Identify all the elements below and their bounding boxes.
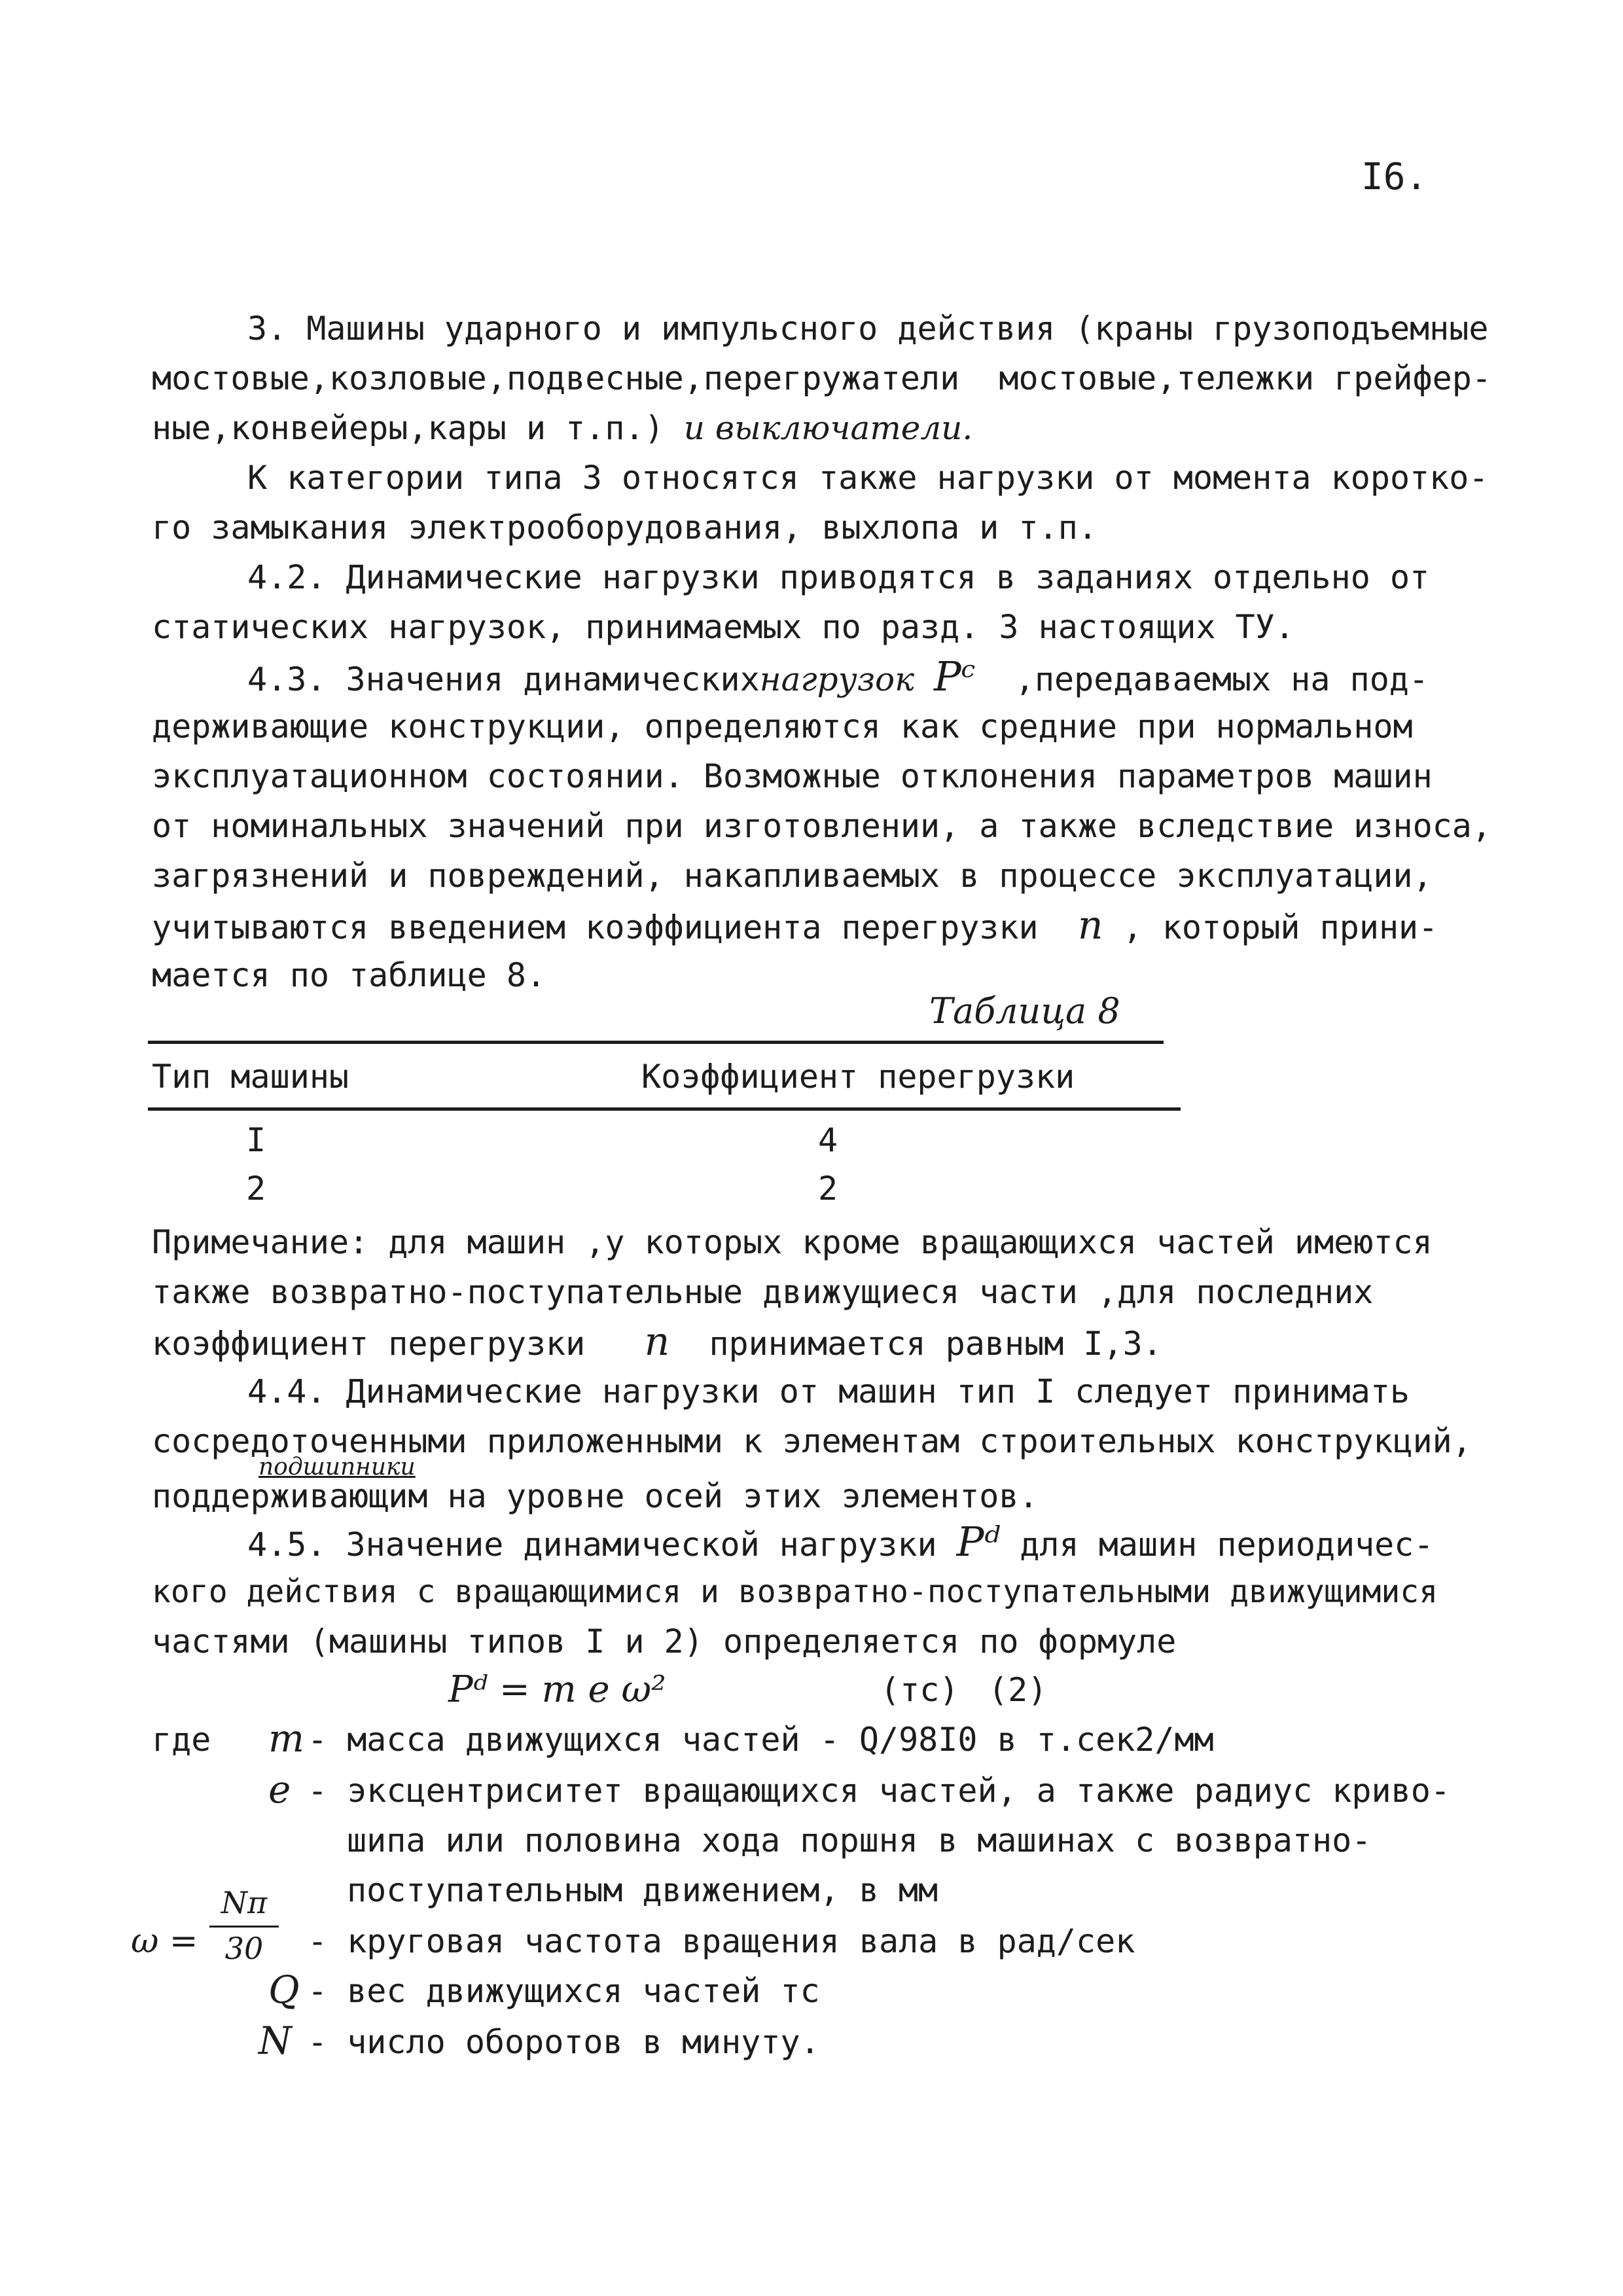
note-line-2: также возвратно-поступательные движущиеся части ,для последних	[152, 1273, 1374, 1311]
load-symbol-pc: Pᶜ	[934, 653, 976, 700]
definition-n: - число оборотов в минуту.	[308, 2023, 820, 2061]
table-top-rule	[148, 1041, 1164, 1044]
definitions-where: где	[152, 1721, 211, 1759]
page-number: I6.	[1361, 156, 1428, 198]
paragraph-4-3-handwritten-word: нагрузок	[759, 660, 914, 698]
paragraph-4-5-end: для машин периодичес-	[1020, 1526, 1434, 1564]
note-line-3-start: коэффициент перегрузки	[152, 1325, 586, 1363]
table-header-rule	[148, 1107, 1181, 1111]
paragraph-4-4-line-2: сосредоточенными приложенными к элементам строительных конструкций,	[152, 1422, 1472, 1460]
symbol-omega: ω =	[131, 1922, 198, 1961]
paragraph-4-3-line-6	[152, 903, 1438, 948]
paragraph-4-5-line-3: частями (машины типов I и 2) определяется по формуле	[152, 1623, 1177, 1660]
paragraph-4-3-line-3: эксплуатационном состоянии. Возможные отклонения параметров машин	[152, 757, 1433, 795]
handwritten-correction: подшипники	[259, 1454, 416, 1480]
note-line-1: Примечание: для машин ,у которых кроме вращающихся частей имеются	[152, 1223, 1433, 1261]
symbol-n: N	[259, 2018, 292, 2063]
definition-q: - вес движущихся частей тс	[308, 1972, 820, 2010]
table-row-1-type: I	[246, 1121, 266, 1159]
note-line-3-end: принимается равным I,3.	[709, 1325, 1162, 1363]
omega-denominator: 30	[224, 1931, 264, 1966]
paragraph-4-3-line-5: загрязнений и повреждений, накапливаемых в процессе эксплуатации,	[152, 857, 1433, 895]
paragraph-4-3-last-start: учитываются введением коэффициента перегрузки	[152, 908, 1039, 946]
table-row-2-coefficient: 2	[818, 1170, 838, 1208]
paragraph-4-3-line-4: от номинальных значений при изготовлении, а также вследствие износа,	[152, 807, 1491, 845]
formula-expression: Pᵈ = m e ω²	[448, 1668, 666, 1711]
table-header-coefficient: Коэффициент перегрузки	[641, 1058, 1075, 1096]
definition-omega: - круговая частота вращения вала в рад/сек	[308, 1922, 1135, 1960]
paragraph-4-5-line-2: кого действия с вращающимися и возвратно-поступательными движущимися	[152, 1573, 1438, 1610]
overload-symbol-n: n	[1077, 903, 1103, 948]
paragraph-4-3-start: 4.3. Значения динамических	[247, 660, 760, 698]
paragraph-3-typed-end: ные,конвейеры,кары и т.п.)	[152, 409, 664, 447]
dynamic-load-symbol-pd: Pᵈ	[956, 1518, 1001, 1566]
paragraph-4-2-line-1: 4.2. Динамические нагрузки приводятся в заданиях отдельно от	[247, 558, 1430, 596]
definition-e-line-2: шипа или половина хода поршня в машинах с возвратно-	[347, 1821, 1372, 1859]
paragraph-3-line-2: мостовые,козловые,подвесные,перегружатели мостовые,тележки грейфер-	[152, 359, 1491, 397]
paragraph-4-2-line-2: статических нагрузок, принимаемых по разд. 3 настоящих ТУ.	[152, 608, 1294, 646]
paragraph-4-3-line-7: мается по таблице 8.	[152, 956, 546, 994]
omega-fraction-bar	[209, 1926, 279, 1928]
table-row-2-type: 2	[246, 1170, 266, 1208]
symbol-e: e	[268, 1767, 291, 1812]
paragraph-4-4-line-3: поддерживающим на уровне осей этих элементов.	[152, 1477, 1039, 1515]
paragraph-3b-line-2: го замыкания электрооборудования, выхлопа и т.п.	[152, 509, 1097, 547]
table-caption: Таблица 8	[929, 990, 1120, 1031]
paragraph-3-handwritten-addition: и выключатели.	[683, 409, 973, 447]
paragraph-4-3-last-end: , который прини-	[1122, 908, 1438, 946]
definition-e-line-1: - эксцентриситет вращающихся частей, а также радиус криво-	[308, 1772, 1450, 1810]
omega-numerator: Nπ	[221, 1885, 268, 1920]
paragraph-3b-line-1: К категории типа 3 относятся также нагрузки от момента коротко-	[247, 459, 1489, 497]
table-header-type: Тип машины	[152, 1058, 349, 1096]
table-row-1-coefficient: 4	[818, 1121, 838, 1159]
paragraph-4-3-end: ,передаваемых на под-	[1014, 660, 1429, 698]
definition-e-line-3: поступательным движением, в мм	[347, 1871, 938, 1909]
paragraph-4-3-line-1	[247, 653, 1429, 700]
note-overload-symbol-n: n	[644, 1319, 670, 1365]
paragraph-4-3-line-2: держивающие конструкции, определяются как средние при нормальном	[152, 708, 1413, 745]
symbol-q: Q	[268, 1967, 300, 2012]
symbol-m: m	[268, 1716, 304, 1761]
paragraph-4-4-line-1: 4.4. Динамические нагрузки от машин тип I следует принимать	[247, 1372, 1410, 1410]
definition-m: - масса движущихся частей - Q/98I0 в т.сек2/мм	[308, 1721, 1214, 1759]
formula-unit: (тс)	[880, 1671, 959, 1709]
paragraph-4-5-start: 4.5. Значение динамической нагрузки	[247, 1526, 937, 1564]
note-line-3	[152, 1319, 1162, 1365]
paragraph-4-5-line-1	[247, 1518, 1434, 1566]
paragraph-3-line-3	[152, 408, 972, 448]
formula-number: (2)	[988, 1671, 1048, 1709]
paragraph-3-line-1: 3. Машины ударного и импульсного действия (краны грузоподъемные	[247, 310, 1489, 348]
